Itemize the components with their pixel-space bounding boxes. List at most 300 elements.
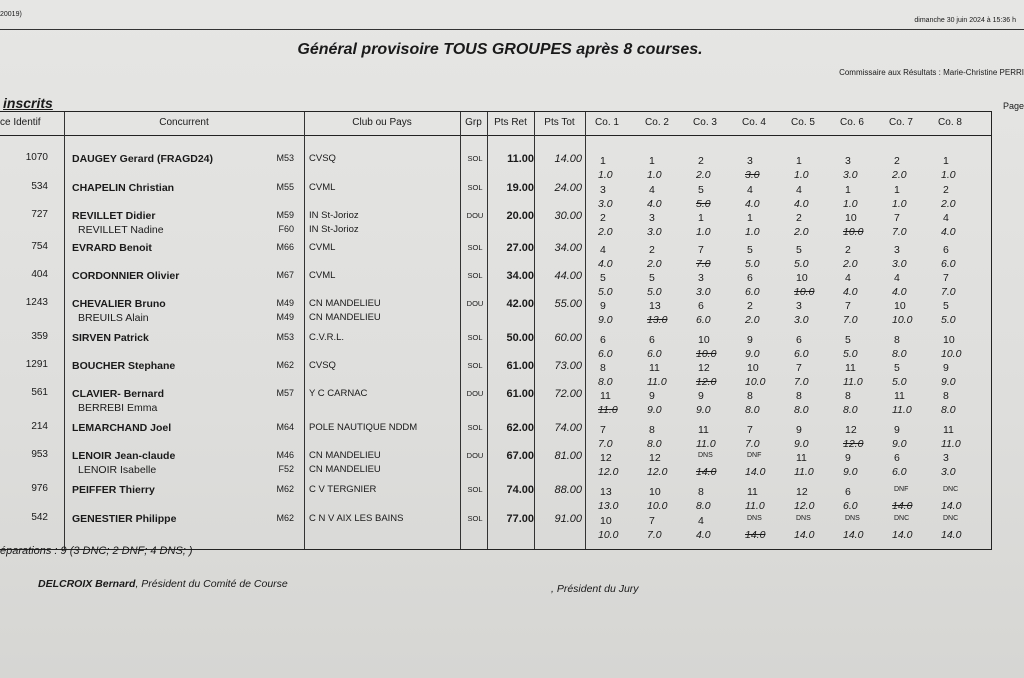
race-points: 12.0 bbox=[843, 438, 864, 450]
race-points: 11.0 bbox=[941, 438, 961, 450]
commissaire-label: Commissaire aux Résultats : Marie-Christine PERRI bbox=[839, 68, 1024, 77]
points-total: 74.00 bbox=[554, 422, 582, 434]
column-header: Co. 7 bbox=[889, 117, 913, 128]
race-points: 5.0 bbox=[696, 198, 711, 210]
race-points: 10.0 bbox=[647, 500, 668, 512]
race-points: 14.0 bbox=[794, 529, 815, 541]
race-points: 6.0 bbox=[843, 500, 858, 512]
race-rank: 2 bbox=[600, 212, 606, 224]
race-rank: 2 bbox=[943, 184, 949, 196]
race-rank: 1 bbox=[600, 155, 606, 167]
race-points: 4.0 bbox=[892, 286, 907, 298]
race-rank: 2 bbox=[747, 300, 753, 312]
race-rank: 9 bbox=[943, 362, 949, 374]
race-rank: 5 bbox=[649, 272, 655, 284]
race-points: 8.0 bbox=[598, 376, 613, 388]
race-rank: 8 bbox=[747, 390, 753, 402]
race-points: 14.0 bbox=[745, 466, 766, 478]
race-points: 14.0 bbox=[892, 500, 913, 512]
race-points: 4.0 bbox=[941, 226, 956, 238]
race-points: 6.0 bbox=[647, 348, 662, 360]
column-divider bbox=[460, 112, 461, 549]
points-total: 14.00 bbox=[554, 153, 582, 165]
points-total: 55.00 bbox=[554, 298, 582, 310]
race-points: 14.0 bbox=[892, 529, 913, 541]
club-name: C V TERGNIER bbox=[309, 484, 377, 495]
race-rank: 7 bbox=[796, 362, 802, 374]
race-points: 4.0 bbox=[647, 198, 662, 210]
race-rank: 11 bbox=[943, 424, 954, 436]
race-points: 8.0 bbox=[794, 404, 809, 416]
race-rank: 2 bbox=[894, 155, 900, 167]
club-name: POLE NAUTIQUE NDDM bbox=[309, 422, 418, 433]
race-rank: 7 bbox=[943, 272, 949, 284]
race-points: 9.0 bbox=[794, 438, 809, 450]
race-points: 4.0 bbox=[794, 198, 809, 210]
race-rank: 11 bbox=[845, 362, 856, 374]
club-name: CN MANDELIEU bbox=[309, 450, 381, 461]
race-rank: 4 bbox=[845, 272, 851, 284]
race-rank: DNC bbox=[943, 515, 959, 522]
print-date: dimanche 30 juin 2024 à 15:36 h bbox=[914, 17, 1016, 24]
points-total: 34.00 bbox=[554, 242, 582, 254]
column-header: Co. 3 bbox=[693, 117, 717, 128]
race-points: 2.0 bbox=[745, 314, 760, 326]
race-rank: 3 bbox=[649, 212, 655, 224]
race-rank: 4 bbox=[943, 212, 949, 224]
page-title: Général provisoire TOUS GROUPES après 8 courses. bbox=[297, 41, 703, 58]
category: M62 bbox=[276, 360, 294, 370]
crew-name: BERREBI Emma bbox=[78, 402, 158, 414]
column-divider bbox=[534, 112, 535, 549]
race-points: 8.0 bbox=[941, 404, 956, 416]
race-points: 12.0 bbox=[647, 466, 668, 478]
race-rank: 13 bbox=[600, 486, 612, 498]
race-points: 5.0 bbox=[843, 348, 858, 360]
inscrits-label: inscrits bbox=[3, 95, 53, 111]
race-rank: 12 bbox=[600, 452, 612, 464]
race-rank: 10 bbox=[894, 300, 906, 312]
race-rank: 8 bbox=[845, 390, 851, 402]
competitor-name: BOUCHER Stephane bbox=[72, 360, 176, 372]
column-header: Co. 8 bbox=[938, 117, 962, 128]
race-rank: 5 bbox=[845, 334, 851, 346]
race-points: 10.0 bbox=[843, 226, 864, 238]
race-rank: 1 bbox=[649, 155, 655, 167]
points-retained: 27.00 bbox=[506, 242, 534, 254]
competitor-name: GENESTIER Philippe bbox=[72, 513, 177, 525]
club-name: CVML bbox=[309, 182, 336, 193]
race-rank: DNS bbox=[796, 515, 811, 522]
race-points: 8.0 bbox=[843, 404, 858, 416]
race-rank: 9 bbox=[649, 390, 655, 402]
race-points: 1.0 bbox=[745, 226, 760, 238]
race-points: 9.0 bbox=[647, 404, 662, 416]
points-retained: 61.00 bbox=[506, 388, 534, 400]
race-rank: 8 bbox=[796, 390, 802, 402]
top-rule bbox=[0, 29, 1024, 30]
race-points: 8.0 bbox=[745, 404, 760, 416]
race-points: 9.0 bbox=[892, 438, 907, 450]
points-retained: 61.00 bbox=[506, 360, 534, 372]
race-rank: 5 bbox=[698, 184, 704, 196]
race-rank: 6 bbox=[894, 452, 900, 464]
race-points: 5.0 bbox=[892, 376, 907, 388]
race-points: 3.0 bbox=[843, 169, 858, 181]
column-header: Concurrent bbox=[159, 117, 209, 128]
club-name: C N V AIX LES BAINS bbox=[309, 513, 404, 524]
race-rank: 1 bbox=[894, 184, 900, 196]
competitor-name: DAUGEY Gerard (FRAGD24) bbox=[72, 153, 214, 165]
race-rank: 5 bbox=[894, 362, 900, 374]
sail-number: 953 bbox=[31, 449, 48, 460]
race-points: 10.0 bbox=[941, 348, 962, 360]
category: M64 bbox=[276, 422, 294, 432]
race-points: 5.0 bbox=[647, 286, 662, 298]
race-rank: 10 bbox=[649, 486, 661, 498]
race-points: 12.0 bbox=[598, 466, 619, 478]
race-rank: DNS bbox=[747, 515, 762, 522]
points-retained: 62.00 bbox=[506, 422, 534, 434]
race-points: 3.0 bbox=[598, 198, 613, 210]
race-rank: 7 bbox=[894, 212, 900, 224]
club-name: IN St-Jorioz bbox=[309, 210, 359, 221]
race-rank: 3 bbox=[698, 272, 704, 284]
race-rank: 10 bbox=[747, 362, 759, 374]
race-rank: 9 bbox=[845, 452, 851, 464]
race-points: 6.0 bbox=[745, 286, 760, 298]
points-retained: 74.00 bbox=[506, 484, 534, 496]
points-retained: 50.00 bbox=[506, 332, 534, 344]
race-points: 11.0 bbox=[745, 500, 765, 512]
race-rank: 4 bbox=[600, 244, 606, 256]
club-name: C.V.R.L. bbox=[309, 332, 345, 343]
race-rank: DNC bbox=[894, 515, 910, 522]
race-points: 1.0 bbox=[794, 169, 809, 181]
crew-club: CN MANDELIEU bbox=[309, 464, 381, 475]
column-header: Co. 2 bbox=[645, 117, 669, 128]
race-points: 7.0 bbox=[647, 529, 662, 541]
competitor-name: LENOIR Jean-claude bbox=[72, 450, 176, 462]
group-code: DOU bbox=[466, 211, 484, 220]
race-points: 8.0 bbox=[696, 500, 711, 512]
competitor-name: CORDONNIER Olivier bbox=[72, 270, 180, 282]
race-rank: 11 bbox=[600, 390, 611, 402]
sail-number: 727 bbox=[31, 209, 48, 220]
race-points: 9.0 bbox=[941, 376, 956, 388]
race-points: 1.0 bbox=[598, 169, 613, 181]
race-rank: 4 bbox=[649, 184, 655, 196]
club-name: CVML bbox=[309, 270, 336, 281]
group-code: SOL bbox=[467, 154, 483, 163]
competitor-name: CLAVIER- Bernard bbox=[72, 388, 164, 400]
race-points: 9.0 bbox=[843, 466, 858, 478]
race-rank: 5 bbox=[796, 244, 802, 256]
race-rank: 1 bbox=[747, 212, 753, 224]
race-points: 2.0 bbox=[892, 169, 907, 181]
column-header: Club ou Pays bbox=[352, 117, 412, 128]
race-points: 9.0 bbox=[598, 314, 613, 326]
race-rank: 5 bbox=[943, 300, 949, 312]
race-rank: 12 bbox=[796, 486, 808, 498]
race-points: 7.0 bbox=[745, 438, 760, 450]
race-points: 9.0 bbox=[696, 404, 711, 416]
race-rank: 10 bbox=[600, 515, 612, 527]
race-points: 14.0 bbox=[941, 529, 962, 541]
race-points: 5.0 bbox=[941, 314, 956, 326]
points-total: 24.00 bbox=[554, 182, 582, 194]
race-points: 2.0 bbox=[647, 258, 662, 270]
race-points: 10.0 bbox=[696, 348, 717, 360]
race-points: 3.0 bbox=[892, 258, 907, 270]
race-points: 2.0 bbox=[794, 226, 809, 238]
race-points: 7.0 bbox=[794, 376, 809, 388]
points-retained: 67.00 bbox=[506, 450, 534, 462]
competitor-name: CHAPELIN Christian bbox=[72, 182, 175, 194]
race-points: 3.0 bbox=[941, 466, 956, 478]
race-rank: 4 bbox=[698, 515, 704, 527]
race-points: 6.0 bbox=[598, 348, 613, 360]
group-code: DOU bbox=[466, 389, 484, 398]
group-code: SOL bbox=[467, 423, 483, 432]
race-points: 4.0 bbox=[598, 258, 613, 270]
category: M53 bbox=[276, 332, 294, 342]
group-code: DOU bbox=[466, 451, 484, 460]
race-points: 12.0 bbox=[794, 500, 815, 512]
race-points: 3.0 bbox=[794, 314, 809, 326]
points-retained: 42.00 bbox=[506, 298, 534, 310]
race-rank: 10 bbox=[845, 212, 857, 224]
race-points: 10.0 bbox=[598, 529, 619, 541]
race-points: 2.0 bbox=[843, 258, 858, 270]
category: M67 bbox=[276, 270, 294, 280]
race-rank: 7 bbox=[649, 515, 655, 527]
race-rank: DNS bbox=[698, 452, 713, 459]
race-rank: 9 bbox=[600, 300, 606, 312]
sail-number: 404 bbox=[31, 269, 48, 280]
race-rank: 6 bbox=[698, 300, 704, 312]
race-points: 3.0 bbox=[745, 169, 760, 181]
club-name: CVML bbox=[309, 242, 336, 253]
points-total: 81.00 bbox=[554, 450, 582, 462]
race-rank: 7 bbox=[747, 424, 753, 436]
crew-category: F60 bbox=[278, 224, 294, 234]
race-points: 6.0 bbox=[892, 466, 907, 478]
race-rank: 6 bbox=[747, 272, 753, 284]
race-rank: DNC bbox=[943, 486, 959, 493]
sail-number: 1070 bbox=[25, 152, 48, 163]
points-retained: 19.00 bbox=[506, 182, 534, 194]
race-points: 7.0 bbox=[598, 438, 613, 450]
race-rank: 10 bbox=[698, 334, 710, 346]
club-name: CN MANDELIEU bbox=[309, 298, 381, 309]
crew-name: LENOIR Isabelle bbox=[78, 464, 157, 476]
race-points: 5.0 bbox=[794, 258, 809, 270]
crew-club: CN MANDELIEU bbox=[309, 312, 381, 323]
page-label: Page bbox=[1002, 101, 1024, 111]
race-rank: 4 bbox=[747, 184, 753, 196]
race-rank: 8 bbox=[894, 334, 900, 346]
competitor-name: EVRARD Benoit bbox=[72, 242, 152, 254]
jury-signature: , Président du Jury bbox=[551, 583, 639, 595]
race-points: 10.0 bbox=[745, 376, 766, 388]
delcroix-role: , Président du Comité de Course bbox=[135, 578, 288, 590]
race-rank: 4 bbox=[796, 184, 802, 196]
race-rank: 11 bbox=[796, 452, 807, 464]
race-rank: 11 bbox=[747, 486, 758, 498]
race-rank: 9 bbox=[747, 334, 753, 346]
sail-number: 214 bbox=[31, 421, 48, 432]
race-points: 1.0 bbox=[696, 226, 711, 238]
race-rank: 3 bbox=[894, 244, 900, 256]
competitor-name: CHEVALIER Bruno bbox=[72, 298, 166, 310]
separations-text: éparations : 9 (3 DNC; 2 DNF; 4 DNS; ) bbox=[0, 545, 193, 557]
column-header: Co. 4 bbox=[742, 117, 766, 128]
sail-number: 359 bbox=[31, 331, 48, 342]
race-points: 11.0 bbox=[696, 438, 716, 450]
race-rank: 11 bbox=[649, 362, 660, 374]
race-points: 12.0 bbox=[696, 376, 717, 388]
race-rank: 7 bbox=[845, 300, 851, 312]
race-rank: 3 bbox=[796, 300, 802, 312]
points-total: 30.00 bbox=[554, 210, 582, 222]
category: M46 bbox=[276, 450, 294, 460]
crew-name: REVILLET Nadine bbox=[78, 224, 164, 236]
crew-category: M49 bbox=[276, 312, 294, 322]
results-table bbox=[0, 111, 992, 550]
points-retained: 77.00 bbox=[506, 513, 534, 525]
race-points: 9.0 bbox=[745, 348, 760, 360]
race-points: 13.0 bbox=[647, 314, 668, 326]
race-points: 6.0 bbox=[794, 348, 809, 360]
group-code: DOU bbox=[466, 299, 484, 308]
race-points: 11.0 bbox=[892, 404, 912, 416]
race-points: 8.0 bbox=[647, 438, 662, 450]
race-rank: 4 bbox=[894, 272, 900, 284]
column-divider bbox=[304, 112, 305, 549]
race-points: 7.0 bbox=[941, 286, 956, 298]
group-code: SOL bbox=[467, 485, 483, 494]
race-rank: DNF bbox=[894, 486, 909, 493]
race-rank: 10 bbox=[943, 334, 955, 346]
race-points: 1.0 bbox=[843, 198, 858, 210]
race-points: 1.0 bbox=[941, 169, 956, 181]
category: M55 bbox=[276, 182, 294, 192]
points-total: 72.00 bbox=[554, 388, 582, 400]
race-rank: 6 bbox=[649, 334, 655, 346]
points-retained: 20.00 bbox=[506, 210, 534, 222]
club-name: Y C CARNAC bbox=[309, 388, 368, 399]
sail-number: 534 bbox=[31, 181, 48, 192]
table-header bbox=[0, 112, 991, 136]
race-rank: 5 bbox=[600, 272, 606, 284]
points-total: 88.00 bbox=[554, 484, 582, 496]
race-points: 7.0 bbox=[892, 226, 907, 238]
points-retained: 34.00 bbox=[506, 270, 534, 282]
category: M49 bbox=[276, 298, 294, 308]
race-rank: 11 bbox=[894, 390, 905, 402]
category: M62 bbox=[276, 513, 294, 523]
race-rank: 2 bbox=[796, 212, 802, 224]
group-code: SOL bbox=[467, 361, 483, 370]
race-rank: 12 bbox=[845, 424, 857, 436]
column-header: Grp bbox=[465, 117, 482, 128]
race-points: 5.0 bbox=[598, 286, 613, 298]
competitor-name: SIRVEN Patrick bbox=[72, 332, 149, 344]
race-rank: 2 bbox=[649, 244, 655, 256]
race-rank: 6 bbox=[600, 334, 606, 346]
race-points: 3.0 bbox=[696, 286, 711, 298]
column-divider bbox=[64, 112, 65, 549]
race-rank: 12 bbox=[698, 362, 710, 374]
points-total: 60.00 bbox=[554, 332, 582, 344]
race-points: 5.0 bbox=[745, 258, 760, 270]
race-rank: 2 bbox=[698, 155, 704, 167]
race-points: 4.0 bbox=[696, 529, 711, 541]
race-rank: 9 bbox=[796, 424, 802, 436]
sail-number: 542 bbox=[31, 512, 48, 523]
race-rank: 5 bbox=[747, 244, 753, 256]
race-points: 10.0 bbox=[892, 314, 913, 326]
race-points: 4.0 bbox=[745, 198, 760, 210]
race-points: 11.0 bbox=[647, 376, 667, 388]
race-points: 1.0 bbox=[647, 169, 662, 181]
race-rank: DNF bbox=[747, 452, 762, 459]
race-rank: 2 bbox=[845, 244, 851, 256]
column-header: Pts Ret bbox=[494, 117, 527, 128]
race-points: 11.0 bbox=[598, 404, 618, 416]
race-rank: 6 bbox=[796, 334, 802, 346]
competitor-name: REVILLET Didier bbox=[72, 210, 156, 222]
race-rank: 12 bbox=[649, 452, 661, 464]
sail-number: 1243 bbox=[25, 297, 48, 308]
competitor-name: PEIFFER Thierry bbox=[72, 484, 155, 496]
column-header: ce Identif bbox=[0, 117, 41, 128]
group-code: SOL bbox=[467, 514, 483, 523]
race-rank: 6 bbox=[943, 244, 949, 256]
race-rank: 9 bbox=[894, 424, 900, 436]
race-points: 2.0 bbox=[598, 226, 613, 238]
race-rank: 3 bbox=[747, 155, 753, 167]
race-points: 7.0 bbox=[696, 258, 711, 270]
category: M59 bbox=[276, 210, 294, 220]
race-rank: 1 bbox=[943, 155, 949, 167]
race-points: 14.0 bbox=[843, 529, 864, 541]
race-points: 11.0 bbox=[794, 466, 814, 478]
group-code: SOL bbox=[467, 333, 483, 342]
club-name: CVSQ bbox=[309, 153, 336, 164]
race-points: 13.0 bbox=[598, 500, 619, 512]
sail-number: 754 bbox=[31, 241, 48, 252]
column-header: Co. 1 bbox=[595, 117, 619, 128]
delcroix-signature bbox=[38, 578, 288, 590]
column-divider bbox=[585, 112, 586, 549]
race-rank: 10 bbox=[796, 272, 808, 284]
points-total: 44.00 bbox=[554, 270, 582, 282]
race-points: 11.0 bbox=[843, 376, 863, 388]
race-points: 6.0 bbox=[941, 258, 956, 270]
crew-club: IN St-Jorioz bbox=[309, 224, 359, 235]
race-rank: 3 bbox=[845, 155, 851, 167]
race-rank: 11 bbox=[698, 424, 709, 436]
sail-number: 976 bbox=[31, 483, 48, 494]
group-code: SOL bbox=[467, 183, 483, 192]
race-rank: 8 bbox=[600, 362, 606, 374]
sail-number: 561 bbox=[31, 387, 48, 398]
column-header: Pts Tot bbox=[544, 117, 575, 128]
competitor-name: LEMARCHAND Joel bbox=[72, 422, 172, 434]
race-rank: 8 bbox=[649, 424, 655, 436]
